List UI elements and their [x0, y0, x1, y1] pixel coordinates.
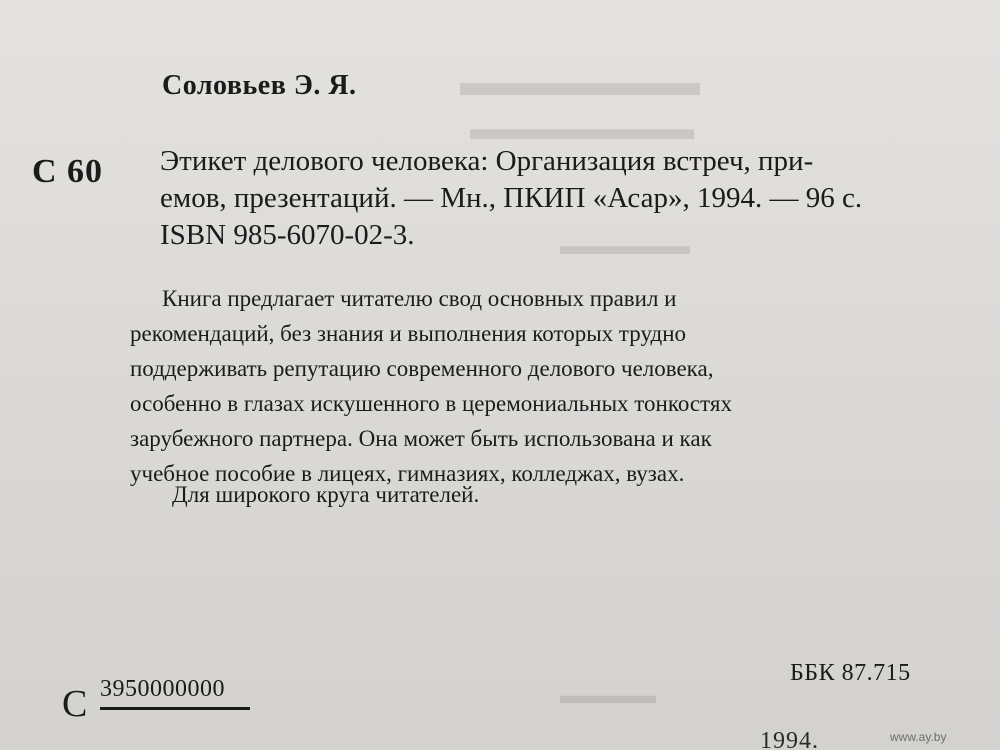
- abstract: [130, 281, 970, 491]
- bibliographic-line: Этикет делового человека: Организация встреч, при-: [160, 145, 814, 177]
- bleed-through-text: ▬▬▬▬▬▬▬: [470, 110, 694, 146]
- bleed-through-text: ▬▬▬▬: [560, 682, 656, 709]
- isbn-line: ISBN 985-6070-02-3.: [160, 219, 415, 251]
- abstract-line: Книга предлагает читателю свод основных правил и: [162, 286, 677, 311]
- abstract-line: поддерживать репутацию современного делового человека,: [130, 356, 714, 381]
- bleed-through-text: ▬▬▬▬▬▬: [460, 60, 700, 104]
- audience-note: Для широкого круга читателей.: [172, 482, 480, 507]
- catalog-letter: С: [62, 683, 88, 725]
- catalog-code: С 60: [32, 153, 104, 190]
- abstract-line: рекомендаций, без знания и выполнения которых трудно: [130, 321, 687, 346]
- bibliographic-line: емов, презентаций. — Мн., ПКИП «Асар», 1994. — 96 с.: [160, 182, 863, 214]
- barcode-number: 3950000000: [100, 676, 225, 702]
- bleed-through-text: ▬▬▬▬▬: [560, 230, 690, 260]
- abstract-line: учебное пособие в лицеях, гимназиях, колледжах, вузах.: [130, 461, 685, 486]
- watermark-text: www.ay.by: [890, 730, 947, 744]
- footer-partial-text: 1994.: [760, 728, 819, 750]
- author-name: Соловьев Э. Я.: [162, 70, 357, 101]
- barcode-underline: [100, 707, 250, 710]
- bibliographic-description: [160, 143, 960, 254]
- bbk-classification: ББК 87.715: [790, 660, 911, 686]
- abstract-line: особенно в глазах искушенного в церемониальных тонкостях: [130, 391, 732, 416]
- abstract-line: зарубежного партнера. Она может быть использована и как: [130, 426, 712, 451]
